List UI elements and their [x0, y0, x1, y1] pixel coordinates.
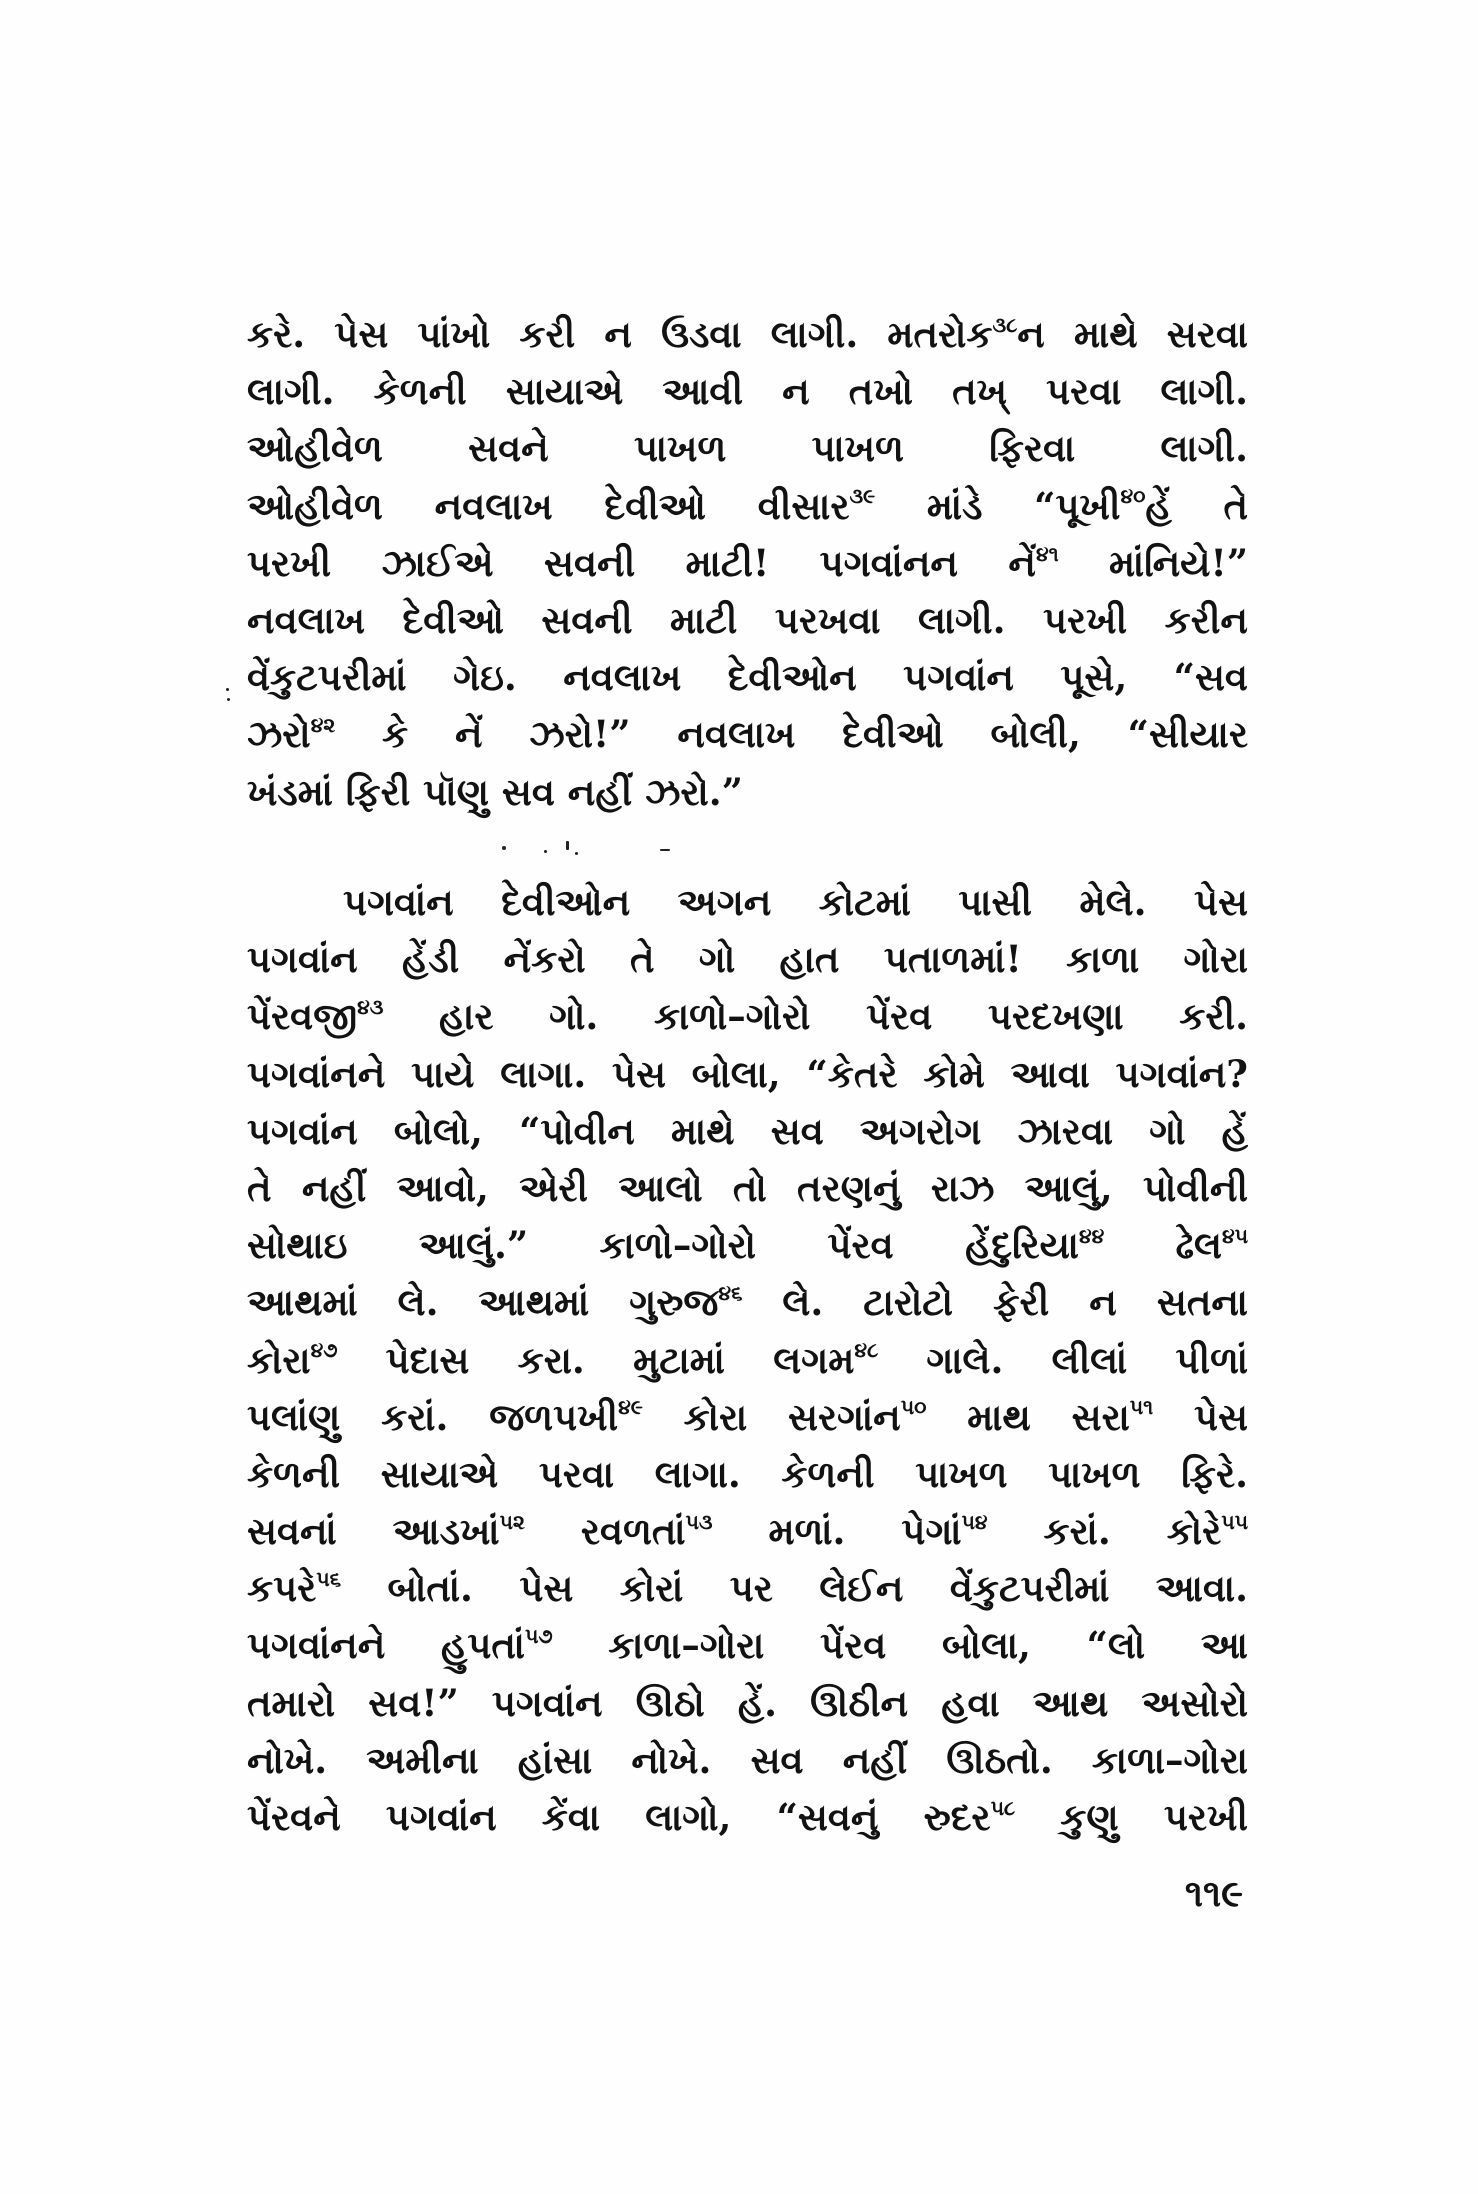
text-run: પગવાંન હેંડી નેંકરો તે ગો હાત પતાળમાં! કાળા ગોરા — [247, 937, 1248, 982]
text-run: રવળતાં — [524, 1509, 686, 1554]
footnote-marker: ૫૬ — [316, 1567, 342, 1591]
footnote-marker: ૫૪ — [961, 1509, 988, 1534]
footnote-marker: ૪૮ — [854, 1338, 879, 1363]
text-line — [247, 1332, 1248, 1389]
footnote-marker: ૪૨ — [310, 713, 336, 738]
text-run: ઢેલ — [1104, 1223, 1223, 1268]
text-line — [247, 764, 1248, 821]
scan-speck — [502, 846, 506, 850]
text-run: કપરે — [247, 1566, 317, 1611]
text-run: માથ સરા — [926, 1394, 1130, 1439]
text-run: કોરા સરગાંન — [642, 1394, 901, 1439]
text-run: ખંડમાં ફિરી પૉણુ સવ નહીં ઝરો.” — [247, 769, 743, 814]
text-run: હાર ગો. કાળો–ગોરો પેંરવ પરદખણા કરી. — [383, 994, 1248, 1039]
text-line — [247, 1389, 1248, 1446]
text-line — [247, 1160, 1248, 1217]
text-line — [247, 592, 1248, 649]
text-line — [247, 1560, 1248, 1617]
text-run: હેં તે — [1145, 483, 1248, 528]
footnote-marker: ૫૨ — [499, 1509, 525, 1534]
text-run: પરખી ઝાઈએ સવની માટી! પગવાંનન નેં — [247, 540, 1036, 585]
text-line — [247, 535, 1248, 592]
text-line — [247, 1103, 1248, 1160]
text-run: પેંરવને પગવાંન કેંવા લાગો, “સવનું રુદર — [247, 1795, 991, 1839]
text-run: મળાં. પેગાં — [712, 1509, 962, 1554]
text-run: સવનાં આડખાં — [247, 1509, 500, 1554]
text-line — [247, 988, 1248, 1045]
text-run: પગવાંનને પાયે લાગા. પેસ બોલા, “કેતરે કોમે આવા પગવાંન? — [247, 1051, 1248, 1096]
footnote-marker: ૫૩ — [685, 1509, 713, 1534]
text-run: ઓહીવેળ સવને પાખળ પાખળ ફિરવા લાગી. — [247, 426, 1248, 471]
text-run: કરે. પેસ પાંખો કરી ન ઉડવા લાગી. મતરોક — [247, 312, 993, 356]
text-line — [247, 931, 1248, 988]
footnote-marker: ૪૪ — [1078, 1223, 1105, 1248]
text-line — [247, 478, 1248, 535]
text-line — [247, 874, 1248, 931]
scan-speck — [660, 849, 670, 851]
footnote-marker: ૪૧ — [1035, 541, 1059, 566]
text-run: માંડે “પૂખી — [875, 483, 1121, 528]
text-line — [247, 1046, 1248, 1103]
footnote-marker: ૪૦ — [1120, 484, 1146, 509]
footnote-marker: ૩૯ — [849, 484, 876, 509]
text-line — [247, 1503, 1248, 1560]
footnote-marker: ૪૯ — [618, 1395, 643, 1420]
footnote-marker: ૪૬ — [718, 1281, 743, 1306]
footnote-marker: ૫૦ — [900, 1395, 927, 1420]
text-line — [247, 1617, 1248, 1674]
text-line — [247, 649, 1248, 706]
paragraph-continued — [247, 306, 1248, 821]
text-run: માંનિયે!” — [1058, 540, 1248, 585]
text-run: લાગી. કેળની સાયાએ આવી ન તખો તખ્ પરવા લાગી. — [247, 369, 1248, 414]
text-run: સોથાઇ આલું.” કાળો–ગોરો પેંરવ હેંદુરિયા — [247, 1223, 1079, 1268]
text-run: નોખે. અમીના હાંસા નોખે. સવ નહીં ઊઠતો. કાળા–ગોરા — [247, 1737, 1248, 1782]
text-run: કેળની સાયાએ પરવા લાગા. કેળની પાખળ પાખળ ફિરે. — [247, 1451, 1248, 1496]
text-run: કુણુ પરખી — [1015, 1795, 1248, 1839]
text-run: કાળા–ગોરા પેંરવ બોલા, “લો આ — [552, 1623, 1248, 1668]
text-line — [247, 363, 1248, 420]
text-line — [247, 1446, 1248, 1503]
text-run: પગવાંન દેવીઓન અગન કોટમાં પાસી મેલે. પેસ — [343, 880, 1248, 924]
text-run: પલાંણુ કરાં. જળપખી — [247, 1394, 619, 1439]
text-run: પેંરવજી — [247, 994, 358, 1039]
text-run: ઓહીવેળ નવલાખ દેવીઓ વીસાર — [247, 483, 850, 528]
scan-speck — [566, 841, 569, 850]
text-run: તમારો સવ!” પગવાંન ઊઠો હેં. ઊઠીન હવા આથ અસોરો — [247, 1680, 1248, 1725]
paragraph-main — [247, 874, 1248, 1846]
text-line — [247, 706, 1248, 763]
text-run: કે નેં ઝરો!” નવલાખ દેવીઓ બોલી, “સીયાર — [335, 712, 1248, 757]
text-run: ઝરો — [247, 712, 311, 757]
text-run: પેદાસ કરા. મુટામાં લગમ — [337, 1337, 855, 1382]
text-run: આથમાં લે. આથમાં ગુરુજ — [247, 1280, 719, 1325]
text-run: ન માથે સરવા — [1017, 312, 1248, 356]
footnote-marker: ૫૫ — [1221, 1509, 1248, 1534]
text-run: કોરા — [247, 1337, 311, 1382]
footnote-marker: ૪૭ — [310, 1338, 338, 1363]
text-line — [247, 1732, 1248, 1789]
text-run: પગવાંન બોલો, “પોવીન માથે સવ અગરોગ ઝારવા ગો હેં — [247, 1108, 1248, 1153]
text-line — [247, 1217, 1248, 1274]
text-run: પેસ — [1153, 1394, 1248, 1439]
footnote-marker: ૫૧ — [1129, 1395, 1154, 1420]
text-run: લે. ટારોટો ફેરી ન સતના — [742, 1280, 1248, 1325]
scan-speck — [575, 852, 578, 855]
text-line — [247, 306, 1248, 363]
scan-speck — [226, 688, 229, 691]
text-line — [247, 1675, 1248, 1732]
text-run: ગાલે. લીલાં પીળાં — [878, 1337, 1248, 1382]
text-run: તે નહીં આવો, એરી આલો તો તરણનું રાઝ આલું, પોવીની — [247, 1165, 1248, 1210]
text-line — [247, 1789, 1248, 1846]
text-line — [247, 1274, 1248, 1331]
text-line — [247, 420, 1248, 477]
footnote-marker: ૪૫ — [1222, 1223, 1248, 1248]
text-run: કરાં. કોરે — [987, 1509, 1222, 1554]
footnote-marker: ૪૩ — [357, 995, 384, 1020]
footnote-marker: ૫૮ — [990, 1795, 1016, 1820]
scan-speck — [227, 698, 230, 701]
footnote-marker: ૫૭ — [524, 1624, 553, 1649]
scan-speck — [544, 850, 547, 853]
footnote-marker: ૩૮ — [992, 312, 1018, 337]
text-run: નવલાખ દેવીઓ સવની માટી પરખવા લાગી. પરખી કરીન — [247, 597, 1248, 642]
text-run: બોતાં. પેસ કોરાં પર લેઈન વેંકુટપરીમાં આવા. — [341, 1566, 1248, 1611]
page-number: ૧૧૯ — [1184, 1871, 1243, 1915]
text-run: પગવાંનને હુપતાં — [247, 1623, 525, 1668]
text-run: વેંકુટપરીમાં ગેઇ. નવલાખ દેવીઓન પગવાંન પૂસે, “સવ — [247, 655, 1248, 700]
